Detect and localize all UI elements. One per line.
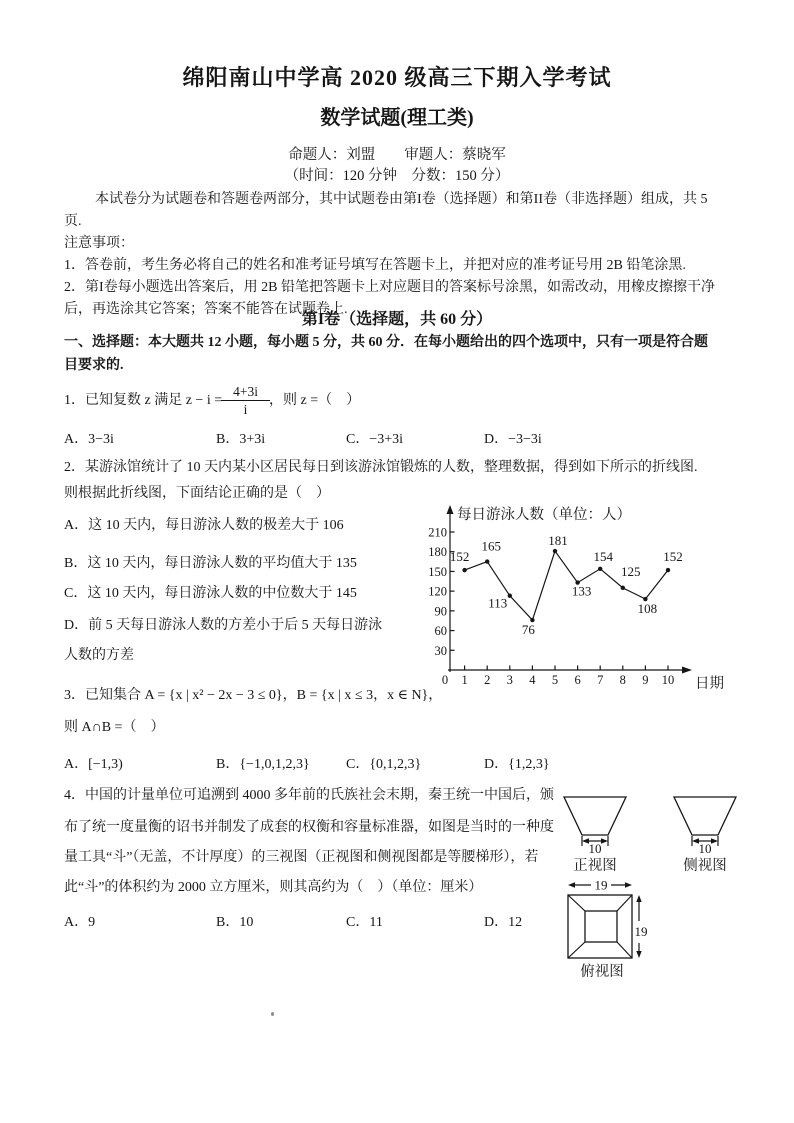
x-tick-label: 10: [661, 673, 675, 687]
side-view-caption: 侧视图: [683, 858, 727, 874]
q4-option-c: C．11: [346, 915, 383, 930]
data-point: [621, 586, 625, 590]
exam-info-line: （时间：120 分钟 分数：150 分）: [284, 168, 510, 184]
q1-fraction-numerator: 4+3i: [233, 384, 258, 399]
q1-stem-post: ，则 z =（ ）: [268, 392, 361, 408]
data-point: [553, 549, 557, 553]
x-tick-label: 3: [506, 673, 513, 687]
q1-fraction-denominator: i: [221, 400, 270, 418]
scan-speck: [271, 1012, 274, 1016]
section-instruction-2: 目要求的.: [64, 358, 124, 373]
data-point-label: 152: [663, 549, 683, 565]
y-axis-arrow: [447, 505, 454, 514]
data-point-label: 76: [521, 622, 535, 638]
x-axis-label: 日期: [695, 676, 724, 692]
q3-option-c: C．{0,1,2,3}: [346, 757, 422, 772]
data-point-label: 125: [621, 563, 641, 579]
top-view-width-label: 19: [594, 877, 608, 893]
notice-item-2a: 2．第I卷每小题选出答案后，用 2B 铅笔把答题卡上对应题目的答案标号涂黑，如需改动，用橡皮擦擦干净: [64, 280, 715, 295]
data-point-label: 154: [593, 548, 613, 564]
front-view-width-label: 10: [588, 841, 602, 856]
intro-line-1: 本试卷分为试题卷和答题卷两部分，其中试题卷由第I卷（选择题）和第II卷（非选择题）组成，共 5: [95, 192, 708, 207]
chart-title: 每日游泳人数（单位：人）: [457, 507, 631, 523]
data-point-label: 113: [488, 595, 508, 611]
q1-fraction: [227, 383, 264, 418]
y-tick-label: 60: [434, 624, 447, 639]
question-2-stem-1: 2．某游泳馆统计了 10 天内某小区居民每日到该游泳馆锻炼的人数，整理数据，得到如下所示的折线图.: [64, 460, 698, 475]
y-tick-label: 30: [434, 643, 447, 658]
top-view-figure: [568, 878, 648, 981]
q1-option-c: C．−3+3i: [346, 432, 404, 447]
x-tick-label: 4: [529, 673, 536, 687]
q2-option-a: A．这 10 天内，每日游泳人数的极差大于 106: [64, 518, 344, 533]
data-point-label: 133: [571, 583, 592, 599]
x-tick-label: 2: [484, 673, 491, 687]
data-point-label: 152: [449, 549, 470, 565]
data-point-label: 181: [548, 533, 568, 549]
q3-option-d: D．{1,2,3}: [484, 757, 550, 772]
x-tick-label: 8: [619, 673, 626, 687]
data-point: [462, 568, 466, 572]
question-1-options: [64, 428, 774, 448]
front-view-trapezoid: [564, 797, 626, 835]
data-point: [666, 568, 670, 572]
q1-option-b: B．3+3i: [216, 432, 266, 447]
x-tick-label: 7: [597, 673, 604, 687]
q2-option-d: D．前 5 天每日游泳人数的方差小于后 5 天每日游泳: [64, 618, 383, 633]
intro-line-2: 页.: [64, 214, 82, 229]
data-point: [485, 559, 489, 563]
notice-item-1: 1．答卷前，考生务必将自己的姓名和准考证号填写在答题卡上，并把对应的准考证号用 2B 铅笔涂黑.: [64, 258, 686, 273]
notice-item-2b: 后，再选涂其它答案；答案不能答在试题卷上.: [64, 302, 348, 317]
page-title: 绵阳南山中学高 2020 级高三下期入学考试: [182, 65, 612, 90]
top-view-inner-square: [585, 911, 617, 942]
q4-option-a: A．9: [64, 915, 96, 930]
q4-option-d: D．12: [484, 915, 523, 930]
side-view-width-label: 10: [698, 841, 712, 856]
q2-option-c: C．这 10 天内，每日游泳人数的中位数大于 145: [64, 586, 357, 601]
x-tick-label: 1: [461, 673, 468, 687]
question-4-stem-1: 4．中国的计量单位可追溯到 4000 多年前的氏族社会末期，秦王统一中国后，颁: [64, 788, 554, 803]
q3-option-b: B．{−1,0,1,2,3}: [216, 757, 310, 772]
front-view-figure: [564, 797, 626, 874]
q1-option-d: D．−3−3i: [484, 432, 542, 447]
question-3-stem-1: 3．已知集合 A = {x | x² − 2x − 3 ≤ 0}，B = {x | x ≤ 3，x ∈ N}，: [64, 688, 443, 703]
data-point: [598, 567, 602, 571]
y-tick-label: 150: [428, 564, 447, 579]
data-point-label: 165: [481, 538, 501, 554]
y-tick-label: 90: [434, 604, 447, 619]
x-tick-label: 5: [551, 673, 559, 687]
x-tick-label: 0: [441, 673, 449, 687]
x-tick-label: 9: [642, 673, 649, 687]
top-view-caption: 俯视图: [580, 964, 624, 980]
data-point-label: 108: [637, 601, 658, 617]
side-view-figure: [674, 797, 736, 874]
question-4-stem-4: 此“斗”的体积约为 2000 立方厘米，则其高约为（ ）（单位：厘米）: [64, 880, 483, 895]
notice-title: 注意事项：: [64, 236, 134, 251]
authors-line: 命题人：刘盟 审题人：蔡晓军: [288, 147, 506, 163]
question-4-stem-2: 布了统一度量衡的诏书并制发了成套的权衡和容量标准器，如图是当时的一种度: [64, 820, 554, 835]
question-3-stem-2: 则 A∩B =（ ）: [64, 720, 165, 735]
front-view-caption: 正视图: [573, 858, 617, 874]
y-tick-label: 120: [428, 584, 447, 599]
swim-line-chart: [425, 502, 759, 702]
question-4-stem-3: 量工具“斗”（无盖，不计厚度）的三视图（正视图和侧视图都是等腰梯形），若: [64, 850, 539, 865]
section-heading: 第I卷（选择题，共 60 分）: [301, 311, 493, 328]
data-point: [508, 594, 512, 598]
top-view-height-label: 19: [634, 924, 648, 939]
page-subtitle: 数学试题(理工类): [320, 107, 474, 129]
question-3-options: [64, 753, 774, 773]
section-instruction-1: 一、选择题：本大题共 12 小题，每小题 5 分，共 60 分．在每小题给出的四个选项中，只有一项是符合题: [64, 335, 708, 350]
y-tick-label: 180: [428, 545, 447, 560]
side-view-trapezoid: [674, 797, 736, 835]
q3-option-a: A．[−1,3): [64, 757, 123, 772]
q4-option-b: B．10: [216, 915, 254, 930]
x-axis-arrow: [682, 667, 692, 674]
question-1-stem: [64, 383, 360, 418]
question-2-stem-2: 则根据此折线图，下面结论正确的是（ ）: [64, 486, 330, 501]
q2-option-b: B．这 10 天内，每日游泳人数的平均值大于 135: [64, 556, 357, 571]
q1-stem-pre: 1．已知复数 z 满足 z − i =: [64, 392, 223, 408]
y-tick-label: 210: [428, 525, 447, 540]
q1-option-a: A．3−3i: [64, 432, 114, 447]
x-tick-label: 6: [574, 673, 581, 687]
three-view-diagram: [552, 783, 794, 995]
q2-option-d-wrap: 人数的方差: [64, 648, 134, 663]
